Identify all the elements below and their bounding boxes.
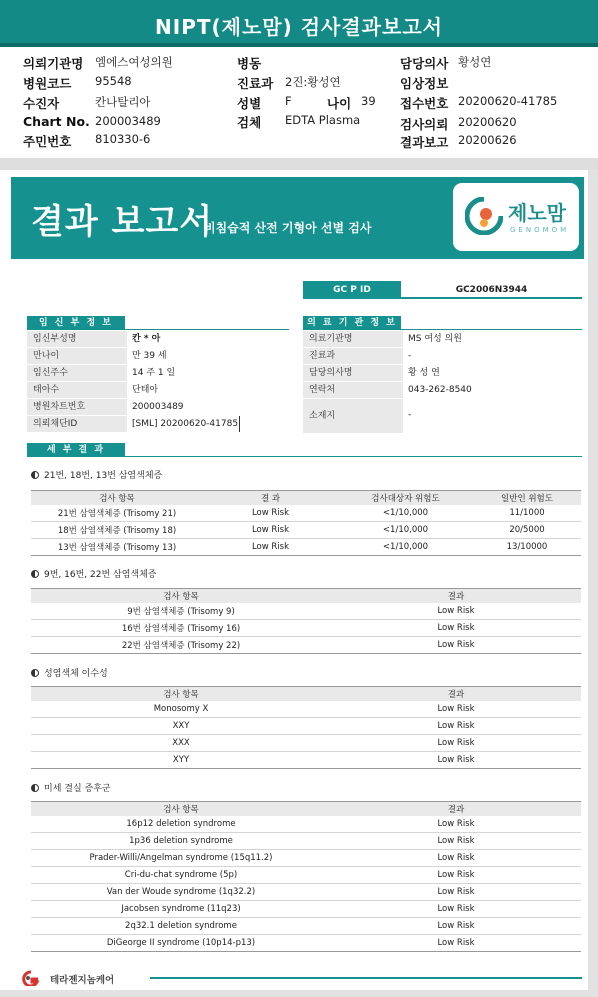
genomom-logo-icon (465, 197, 503, 235)
table-row (31, 918, 581, 935)
col-header: 결과 (331, 802, 581, 816)
title-bar (0, 0, 598, 47)
col-header: 결과 (331, 589, 581, 603)
table-row (31, 867, 581, 884)
info-value: 단태아 (132, 385, 159, 395)
group-title-text: 21번, 18번, 13번 삼염색체증 (44, 471, 163, 481)
header-label: 결과보고 (400, 135, 449, 150)
test-item: 16번 삼염색체증 (Trisomy 16) (31, 620, 331, 637)
general-risk: 11/1000 (473, 505, 581, 522)
header-label: 검사의뢰 (400, 117, 449, 132)
subject-risk: <1/10,000 (338, 539, 473, 556)
group-title-text: 9번, 16번, 22번 삼염색체증 (44, 570, 157, 580)
table-row (31, 935, 581, 952)
info-label: 담당의사명 (303, 365, 403, 381)
general-risk: 13/10000 (473, 539, 581, 556)
test-item: Cri-du-chat syndrome (5p) (31, 867, 331, 884)
header-label: 수진자 (23, 96, 60, 111)
info-label: 의뢰채단ID (27, 416, 127, 432)
info-value: - (408, 410, 412, 420)
results-table-4 (31, 801, 581, 952)
result: Low Risk (331, 752, 581, 769)
header-value: 200003489 (95, 114, 161, 128)
header-label: 검체 (237, 115, 262, 130)
test-item: 2q32.1 deletion syndrome (31, 918, 331, 935)
gcpid-label: GC P ID (303, 281, 401, 299)
test-item: 21번 삼염색체증 (Trisomy 21) (31, 505, 203, 522)
result: Low Risk (331, 816, 581, 833)
page-shadow (0, 990, 598, 997)
test-item: DiGeorge II syndrome (10p14-p13) (31, 935, 331, 952)
header-label: 병동 (237, 56, 262, 71)
header-label: 의뢰기관명 (23, 56, 84, 71)
col-header: 검사 항목 (31, 687, 331, 701)
header-label: 임상정보 (400, 76, 449, 91)
info-value: 043-262-8540 (408, 385, 472, 395)
results-table-1 (31, 490, 581, 556)
group-title (31, 468, 162, 481)
test-item: 13번 삼염색체증 (Trisomy 13) (31, 539, 203, 556)
test-item: XXX (31, 735, 331, 752)
info-label: 소재지 (303, 399, 403, 433)
result: Low Risk (331, 918, 581, 935)
half-circle-icon (31, 471, 39, 479)
header-label: 병원코드 (23, 76, 72, 91)
table-row (31, 735, 581, 752)
result: Low Risk (331, 701, 581, 718)
info-label: 만나이 (27, 348, 127, 364)
test-item: XXY (31, 718, 331, 735)
table-row (31, 718, 581, 735)
table-row (31, 901, 581, 918)
group-title (31, 781, 111, 794)
header-value: 엠에스여성의원 (95, 55, 173, 69)
header-label: 진료과 (237, 76, 274, 91)
result: Low Risk (331, 935, 581, 952)
header-value: 20200620 (458, 115, 517, 129)
result: Low Risk (331, 718, 581, 735)
section-underline (27, 456, 582, 457)
result: Low Risk (331, 850, 581, 867)
table-row (31, 522, 581, 539)
table-row (31, 620, 581, 637)
result: Low Risk (331, 833, 581, 850)
header-label: 성별 (237, 96, 262, 111)
half-circle-icon (31, 784, 39, 792)
table-row (31, 701, 581, 718)
half-circle-icon (31, 570, 39, 578)
group-title-text: 성염색체 이수성 (44, 669, 108, 679)
info-label: 태아수 (27, 382, 127, 398)
info-label: 임신부성명 (27, 331, 127, 347)
section-institution: 의 료 기 관 정 보 (303, 316, 401, 330)
col-header: 결과 (331, 687, 581, 701)
header-value: 20200626 (458, 133, 517, 147)
section-patient: 임 신 부 정 보 (27, 316, 125, 330)
info-value: [SML] 20200620-41785 (132, 416, 240, 432)
test-item: Monosomy X (31, 701, 331, 718)
request-header (0, 52, 598, 156)
test-item: 16p12 deletion syndrome (31, 816, 331, 833)
table-row (31, 850, 581, 867)
age-label: 나이 (327, 96, 352, 111)
banner-title: 결과 보고서 (31, 202, 214, 242)
result: Low Risk (331, 603, 581, 620)
page-shadow (588, 170, 598, 997)
info-value: 14 주 1 일 (132, 368, 176, 378)
header-value: EDTA Plasma (285, 113, 361, 127)
theragen-logo-icon (20, 970, 42, 986)
table-row (31, 637, 581, 654)
header-label: Chart No. (23, 114, 90, 129)
table-row (31, 603, 581, 620)
header-value: F (285, 94, 292, 108)
result: Low Risk (331, 637, 581, 654)
footer-line (150, 977, 582, 979)
info-label: 진료과 (303, 348, 403, 364)
gcpid-box (303, 281, 582, 299)
institution-info (303, 331, 582, 433)
info-label: 임신주수 (27, 365, 127, 381)
header-value: 칸나탈리아 (95, 95, 151, 109)
page-title: NIPT(제노맘) 검사결과보고서 (155, 15, 443, 39)
header-value: 95548 (95, 74, 132, 88)
footer (20, 967, 585, 987)
test-item: Van der Woude syndrome (1q32.2) (31, 884, 331, 901)
test-item: 22번 삼염색체증 (Trisomy 22) (31, 637, 331, 654)
subject-risk: <1/10,000 (338, 505, 473, 522)
table-row (31, 539, 581, 556)
test-item: 1p36 deletion syndrome (31, 833, 331, 850)
age-value: 39 (361, 94, 376, 108)
report-banner (11, 177, 584, 259)
col-header: 일반인 위험도 (473, 491, 581, 505)
banner-subtitle: 비침습적 산전 기형아 선별 검사 (204, 221, 372, 235)
table-row (31, 816, 581, 833)
col-header: 검사 항목 (31, 491, 203, 505)
info-value: 황 성 연 (408, 368, 440, 378)
info-label: 병원차트번호 (27, 399, 127, 415)
test-item: Prader-Willi/Angelman syndrome (15q11.2) (31, 850, 331, 867)
test-item: 9번 삼염색체증 (Trisomy 9) (31, 603, 331, 620)
header-value: 2진:황성연 (285, 75, 341, 89)
col-header: 검사대상자 위험도 (338, 491, 473, 505)
result: Low Risk (331, 867, 581, 884)
table-row (31, 884, 581, 901)
test-item: XYY (31, 752, 331, 769)
info-value: - (408, 351, 412, 361)
info-label: 의료기관명 (303, 331, 403, 347)
col-header: 결 과 (203, 491, 338, 505)
test-item: Jacobsen syndrome (11q23) (31, 901, 331, 918)
section-detail: 세 부 결 과 (27, 443, 125, 457)
group-title (31, 567, 157, 580)
results-table-3 (31, 686, 581, 769)
logo-name: 제노맘 (508, 201, 566, 225)
subject-risk: <1/10,000 (338, 522, 473, 539)
genomom-logo (453, 183, 579, 251)
header-label: 담당의사 (400, 56, 449, 71)
result: Low Risk (331, 901, 581, 918)
table-row (31, 505, 581, 522)
col-header: 검사 항목 (31, 589, 331, 603)
group-title-text: 미세 결실 증후군 (44, 784, 111, 794)
gcpid-value: GC2006N3944 (401, 281, 582, 299)
header-label: 접수번호 (400, 96, 449, 111)
header-value: 황성연 (458, 55, 492, 69)
result: Low Risk (203, 522, 338, 539)
logo-subtitle: GENOMOM (510, 226, 570, 234)
company-name: 테라젠지놈케어 (50, 975, 115, 986)
table-row (31, 752, 581, 769)
test-item: 18번 삼염색체증 (Trisomy 18) (31, 522, 203, 539)
half-circle-icon (31, 669, 39, 677)
result: Low Risk (331, 620, 581, 637)
header-value: 20200620-41785 (458, 94, 558, 108)
result: Low Risk (203, 539, 338, 556)
result: Low Risk (331, 884, 581, 901)
table-row (31, 833, 581, 850)
header-value: 810330-6 (95, 132, 151, 146)
divider (0, 158, 598, 170)
info-value: 칸 * 아 (132, 334, 161, 344)
result: Low Risk (331, 735, 581, 752)
info-label: 연락처 (303, 382, 403, 398)
header-label: 주민번호 (23, 134, 72, 149)
group-title (31, 666, 108, 679)
results-table-2 (31, 588, 581, 654)
patient-info (27, 331, 289, 433)
info-value: 200003489 (132, 402, 184, 412)
info-value: MS 여성 의원 (408, 334, 462, 344)
section-underline (27, 329, 289, 330)
info-value: 만 39 세 (132, 351, 167, 361)
col-header: 검사 항목 (31, 802, 331, 816)
general-risk: 20/5000 (473, 522, 581, 539)
section-underline (303, 329, 582, 330)
result: Low Risk (203, 505, 338, 522)
